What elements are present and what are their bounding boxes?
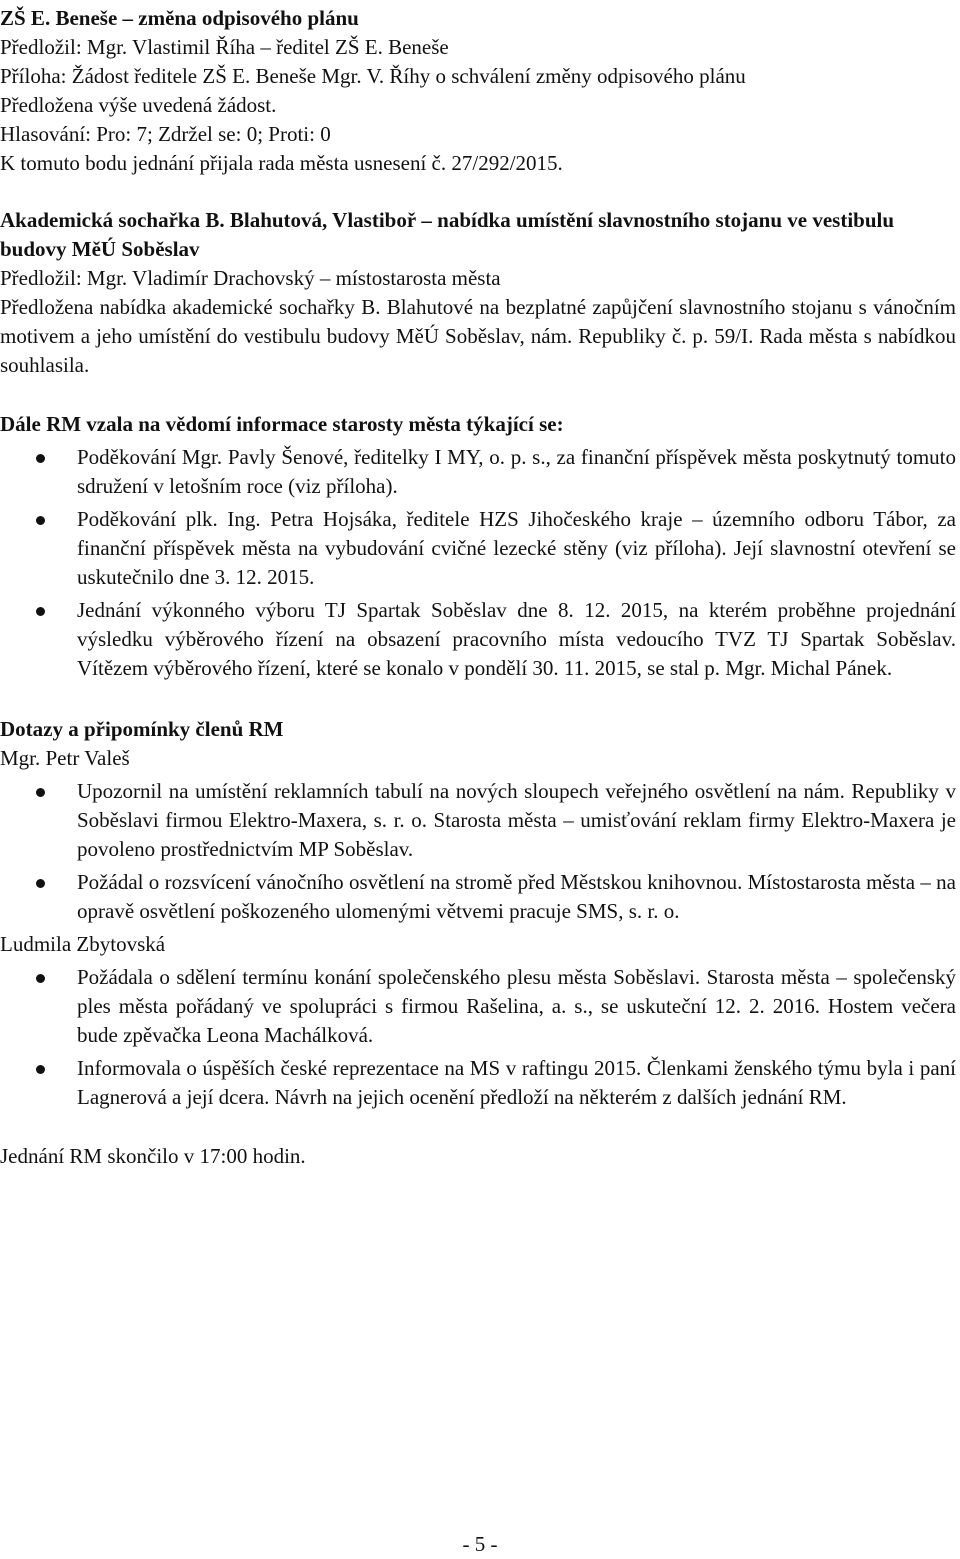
bullet-icon (36, 974, 45, 983)
bullet-icon (36, 516, 45, 525)
list-item-text: Požádala o sdělení termínu konání společenského plesu města Soběslavi. Starosta města – společenský ples města pořádaný ve spolupráci s firmou Rašelina, a. s., se uskuteční 12. 2. 2016. Hostem večera bude zpěvačka Leona Machálková. (77, 965, 956, 1047)
attachment-line: Příloha: Žádost ředitele ZŠ E. Beneše Mgr. V. Říhy o schválení změny odpisového plánu (0, 64, 746, 88)
presenter-line: Předložil: Mgr. Vlastimil Říha – ředitel ZŠ E. Beneše (0, 35, 449, 59)
body-line: Předložena výše uvedená žádost. (0, 93, 277, 117)
resolution-line: K tomuto bodu jednání přijala rada města usnesení č. 27/292/2015. (0, 151, 563, 175)
member-name: Mgr. Petr Valeš (0, 746, 130, 770)
list-item-text: Jednání výkonného výboru TJ Spartak Soběslav dne 8. 12. 2015, na kterém proběhne projednání výsledku výběrového řízení na obsazení pracovního místa vedoucího TVZ TJ Spartak Soběslav. Vítězem výběrového řízení, které se konalo v pondělí 30. 11. 2015, se stal p. Mgr. Michal Pánek. (77, 598, 956, 680)
list-item-text: Poděkování plk. Ing. Petra Hojsáka, ředitele HZS Jihočeského kraje – územního odboru Tábor, za finanční příspěvek města na vybudování cvičné lezecké stěny (viz příloha). Její slavnostní otevření se uskutečnilo dne 3. 12. 2015. (77, 507, 956, 589)
section-heading: Dotazy a připomínky členů RM (0, 717, 284, 741)
list-item (0, 443, 956, 501)
section-mayor-info (0, 410, 956, 683)
section-member-questions (0, 715, 956, 1112)
list-item-text: Poděkování Mgr. Pavly Šenové, ředitelky I MY, o. p. s., za finanční příspěvek města poskytnutý tomuto sdružení v letošním roce (viz příloha). (77, 445, 956, 498)
list-item (0, 1054, 956, 1112)
list-item (0, 963, 956, 1050)
page-number: - 5 - (462, 1532, 498, 1556)
section-heading: Akademická sochařka B. Blahutová, Vlastiboř – nabídka umístění slavnostního stojanu ve vestibulu budovy MěÚ Soběslav (0, 208, 895, 261)
bullet-icon (36, 607, 45, 616)
closing-line: Jednání RM skončilo v 17:00 hodin. (0, 1144, 306, 1168)
list-item (0, 505, 956, 592)
vote-line: Hlasování: Pro: 7; Zdržel se: 0; Proti: 0 (0, 122, 331, 146)
bullet-icon (36, 788, 45, 797)
info-list (0, 443, 956, 683)
section-heading: Dále RM vzala na vědomí informace starosty města týkající se: (0, 412, 564, 436)
presenter-line: Předložil: Mgr. Vladimír Drachovský – místostarosta města (0, 266, 501, 290)
bullet-icon (36, 454, 45, 463)
member-name: Ludmila Zbytovská (0, 932, 166, 956)
section-blahutova (0, 206, 956, 380)
list-item-text: Požádal o rozsvícení vánočního osvětlení na stromě před Městskou knihovnou. Místostarosta města – na opravě osvětlení poškozeného ulomenými větvemi pracuje SMS, s. r. o. (77, 870, 956, 923)
list-item (0, 868, 956, 926)
body-paragraph: Předložena nabídka akademické sochařky B. Blahutové na bezplatné zapůjčení slavnostního stojanu s vánočním motivem a jeho umístění do vestibulu budovy MěÚ Soběslav, nám. Republiky č. p. 59/I. Rada města s nabídkou souhlasila. (0, 295, 956, 377)
member-items (0, 963, 956, 1112)
list-item (0, 777, 956, 864)
member-items (0, 777, 956, 926)
document-page (0, 4, 956, 1171)
section-heading: ZŠ E. Beneše – změna odpisového plánu (0, 6, 359, 30)
list-item (0, 596, 956, 683)
section-zs-benese (0, 4, 956, 178)
bullet-icon (36, 879, 45, 888)
list-item-text: Informovala o úspěších české reprezentace na MS v raftingu 2015. Členkami ženského týmu byla i paní Lagnerová a její dcera. Návrh na jejich ocenění předloží na některém z dalších jednání RM. (77, 1056, 956, 1109)
bullet-icon (36, 1065, 45, 1074)
list-item-text: Upozornil na umístění reklamních tabulí na nových sloupech veřejného osvětlení na nám. Republiky v Soběslavi firmou Elektro-Maxera, s. r. o. Starosta města – umisťování reklam firmy Elektro-Maxera je povoleno prostřednictvím MP Soběslav. (77, 779, 956, 861)
